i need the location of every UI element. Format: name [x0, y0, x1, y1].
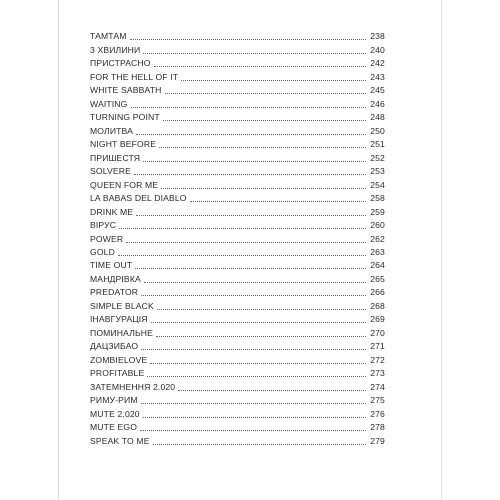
toc-entry: [90, 246, 385, 259]
toc-entry: [90, 326, 385, 339]
toc-entry-title: SOLVERE: [90, 166, 132, 177]
toc-entry-title: GOLD: [90, 246, 115, 257]
dot-leader: [141, 348, 366, 350]
dot-leader: [157, 308, 366, 310]
toc-entry-title: NIGHT BEFORE: [90, 139, 157, 150]
toc-entry: [90, 84, 385, 97]
dot-leader: [136, 214, 366, 216]
toc-entry-page-number: 273: [370, 368, 385, 379]
toc-entry-title: МАНДРІВКА: [90, 273, 141, 284]
toc-entry-page-number: 276: [370, 408, 385, 419]
toc-entry: [90, 407, 385, 420]
toc-entry: [90, 111, 385, 124]
toc-entry: [90, 394, 385, 407]
toc-entry-page-number: 258: [370, 193, 385, 204]
toc-entry-title: MUTE 2.020: [90, 408, 140, 419]
toc-entry-title: TIME OUT: [90, 260, 133, 271]
toc-entry-page-number: 265: [370, 273, 385, 284]
toc-entry-title: ПРИШЕСТЯ: [90, 152, 141, 163]
toc-entry: [90, 232, 385, 245]
dot-leader: [118, 254, 366, 256]
toc-entry-page-number: 266: [370, 287, 385, 298]
toc-entry-title: 3 ХВИЛИНИ: [90, 44, 141, 55]
toc-entry: [90, 97, 385, 110]
dot-leader: [141, 294, 366, 296]
dot-leader: [130, 38, 367, 40]
toc-entry: [90, 259, 385, 272]
dot-leader: [136, 133, 366, 135]
toc-entry-page-number: 248: [370, 112, 385, 123]
toc-entry: [90, 178, 385, 191]
toc-entry-title: PROFITABLE: [90, 368, 145, 379]
toc-entry-page-number: 245: [370, 85, 385, 96]
toc-entry-page-number: 246: [370, 98, 385, 109]
toc-entry-page-number: 274: [370, 381, 385, 392]
dot-leader: [140, 429, 366, 431]
toc-entry-page-number: 278: [370, 422, 385, 433]
toc-entry-title: TURNING POINT: [90, 112, 160, 123]
dot-leader: [154, 65, 367, 67]
toc-entry: [90, 380, 385, 393]
dot-leader: [147, 375, 366, 377]
toc-entry: [90, 340, 385, 353]
toc-entry: [90, 70, 385, 83]
page-edge-right: [441, 0, 442, 500]
toc-entry-page-number: 243: [370, 71, 385, 82]
table-of-contents: [90, 30, 385, 448]
toc-entry-page-number: 250: [370, 125, 385, 136]
dot-leader: [134, 173, 366, 175]
page-edge-left: [58, 0, 59, 500]
dot-leader: [153, 443, 367, 445]
toc-entry-page-number: 260: [370, 220, 385, 231]
toc-entry-page-number: 259: [370, 206, 385, 217]
toc-entry: [90, 421, 385, 434]
toc-entry-page-number: 253: [370, 166, 385, 177]
toc-entry-page-number: 238: [370, 31, 385, 42]
toc-entry: [90, 205, 385, 218]
toc-entry-title: WAITING: [90, 98, 128, 109]
dot-leader: [144, 281, 366, 283]
toc-entry-title: DRINK ME: [90, 206, 134, 217]
toc-entry: [90, 434, 385, 447]
toc-entry-title: ЗАТЕМНЕННЯ 2.020: [90, 381, 176, 392]
dot-leader: [135, 267, 366, 269]
toc-entry-title: QUEEN FOR ME: [90, 179, 159, 190]
toc-entry-title: ПОМИНАЛЬНЕ: [90, 327, 154, 338]
toc-entry: [90, 313, 385, 326]
toc-entry-page-number: 275: [370, 395, 385, 406]
toc-entry: [90, 57, 385, 70]
toc-entry: [90, 43, 385, 56]
toc-entry: [90, 367, 385, 380]
dot-leader: [150, 362, 366, 364]
toc-entry-title: ДАЦЗИБАО: [90, 341, 139, 352]
toc-entry: [90, 353, 385, 366]
toc-entry-title: ТАМТАМ: [90, 31, 127, 42]
toc-entry-page-number: 252: [370, 152, 385, 163]
toc-entry-page-number: 269: [370, 314, 385, 325]
dot-leader: [181, 79, 366, 81]
toc-entry: [90, 138, 385, 151]
dot-leader: [143, 52, 366, 54]
toc-entry: [90, 151, 385, 164]
toc-entry-title: POWER: [90, 233, 124, 244]
toc-entry-title: MUTE EGO: [90, 422, 138, 433]
dot-leader: [165, 92, 367, 94]
toc-entry-title: FOR THE HELL OF IT: [90, 71, 179, 82]
toc-entry-title: PREDATOR: [90, 287, 139, 298]
dot-leader: [131, 106, 367, 108]
toc-entry-page-number: 251: [370, 139, 385, 150]
toc-entry: [90, 192, 385, 205]
toc-entry-page-number: 242: [370, 58, 385, 69]
toc-entry-title: ІНАВГУРАЦІЯ: [90, 314, 148, 325]
toc-entry-page-number: 262: [370, 233, 385, 244]
dot-leader: [163, 119, 366, 121]
toc-entry: [90, 219, 385, 232]
toc-entry-title: МОЛИТВА: [90, 125, 134, 136]
dot-leader: [141, 402, 367, 404]
toc-entry-page-number: 268: [370, 300, 385, 311]
toc-entry: [90, 30, 385, 43]
toc-entry-title: РИМУ-РИМ: [90, 395, 138, 406]
toc-entry-page-number: 254: [370, 179, 385, 190]
toc-entry: [90, 286, 385, 299]
dot-leader: [156, 335, 366, 337]
dot-leader: [190, 200, 367, 202]
dot-leader: [143, 160, 366, 162]
toc-entry: [90, 165, 385, 178]
dot-leader: [119, 227, 366, 229]
toc-entry-title: ПРИСТРАСНО: [90, 58, 151, 69]
toc-entry-title: ZOMBIELOVE: [90, 354, 148, 365]
toc-entry: [90, 124, 385, 137]
toc-entry-title: LA BABAS DEL DIABLO: [90, 193, 187, 204]
toc-entry: [90, 272, 385, 285]
toc-entry-title: ВІРУС: [90, 220, 117, 231]
toc-entry-page-number: 279: [370, 435, 385, 446]
toc-entry-page-number: 270: [370, 327, 385, 338]
toc-entry-page-number: 264: [370, 260, 385, 271]
toc-entry: [90, 299, 385, 312]
dot-leader: [178, 389, 366, 391]
dot-leader: [143, 416, 366, 418]
toc-entry-title: SPEAK TO ME: [90, 435, 150, 446]
dot-leader: [151, 321, 367, 323]
toc-entry-page-number: 271: [370, 341, 385, 352]
dot-leader: [159, 146, 366, 148]
dot-leader: [161, 187, 366, 189]
toc-entry-page-number: 263: [370, 246, 385, 257]
toc-entry-title: WHITE SABBATH: [90, 85, 162, 96]
toc-entry-page-number: 240: [370, 44, 385, 55]
toc-entry-title: SIMPLE BLACK: [90, 300, 154, 311]
dot-leader: [126, 241, 366, 243]
toc-entry-page-number: 272: [370, 354, 385, 365]
